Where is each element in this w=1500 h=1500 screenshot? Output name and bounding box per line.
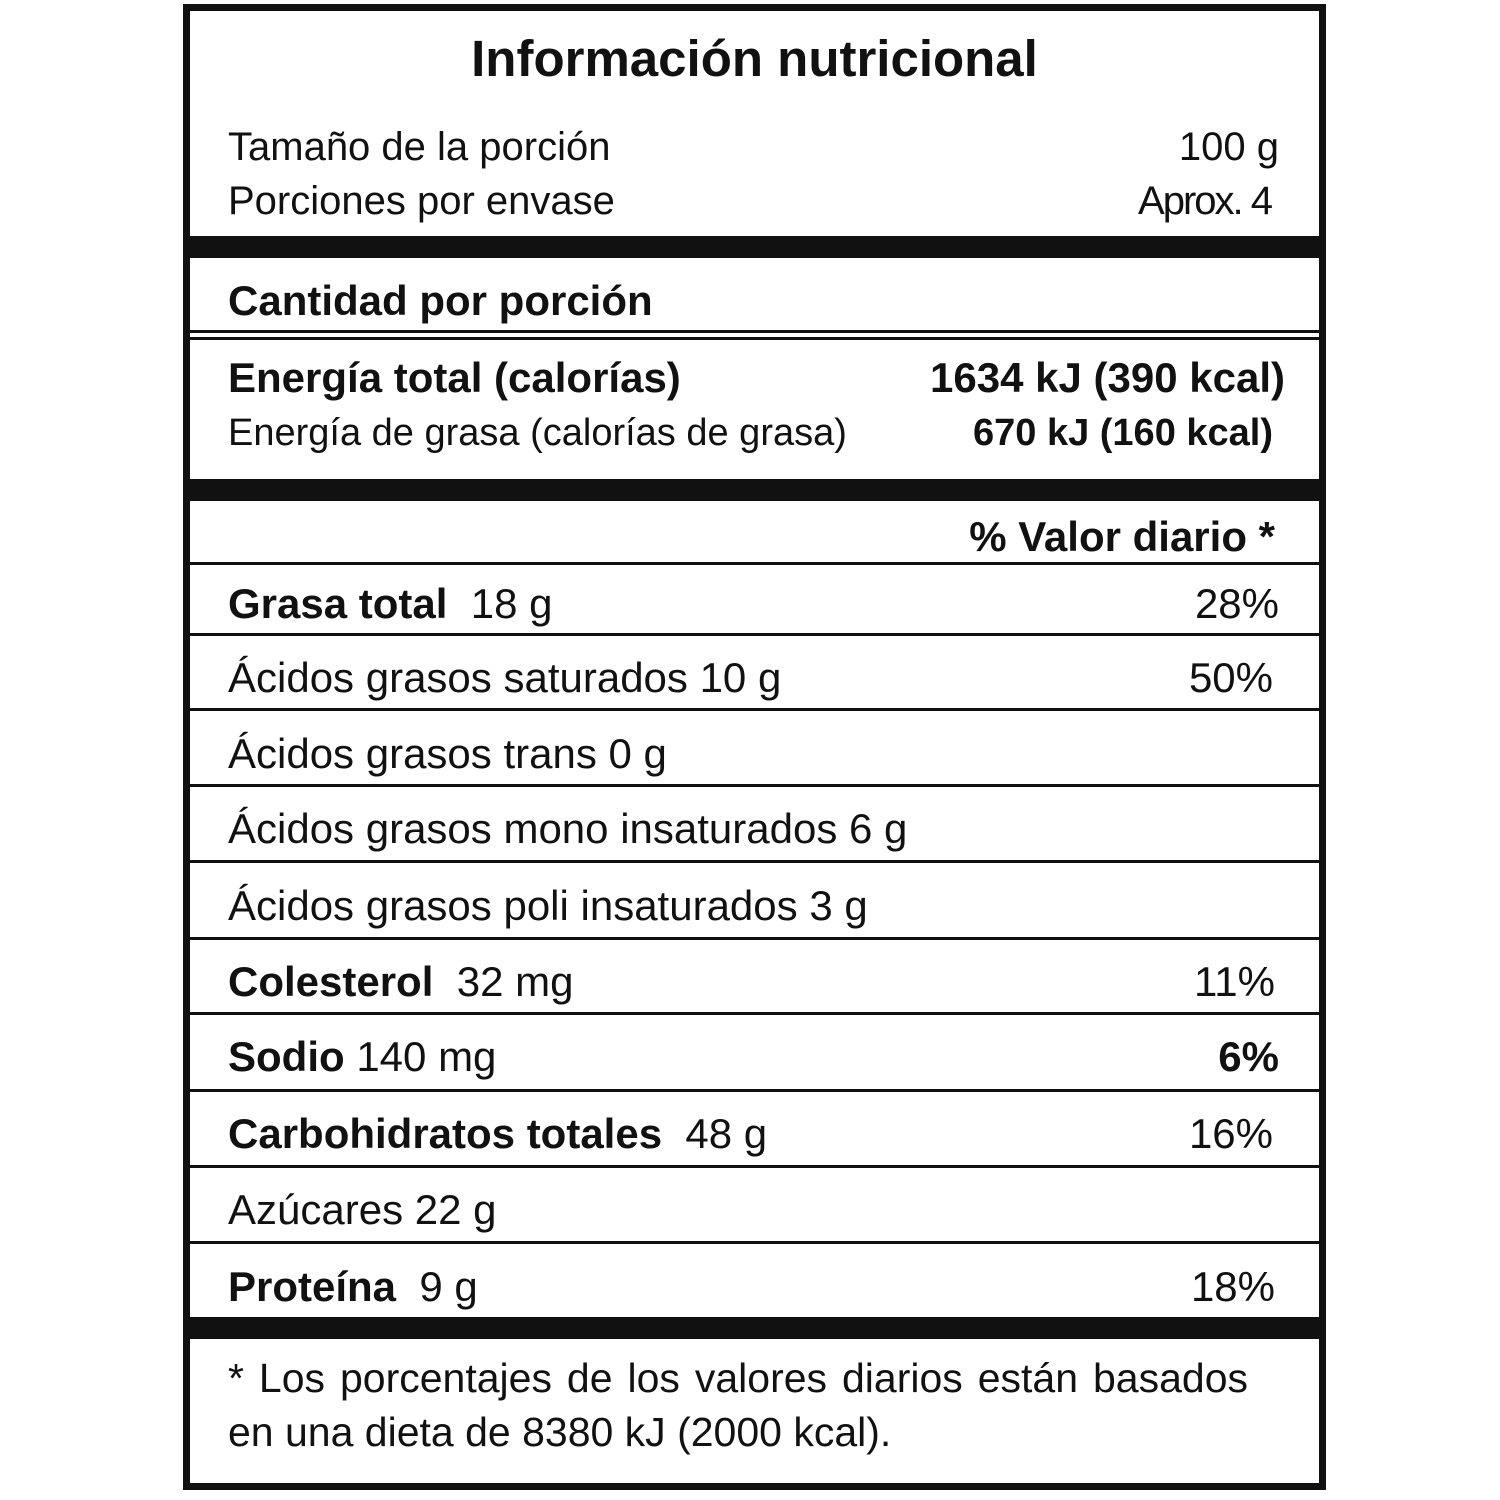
- nutrient-amount: 32 mg: [456, 958, 574, 1005]
- daily-value-header: % Valor diario *: [969, 513, 1275, 560]
- divider: [190, 562, 1319, 565]
- nutrient-row-polyunsaturated-fat: Ácidos grasos poli insaturados 3 g: [228, 882, 868, 929]
- energy-from-fat-value: 670 kJ (160 kcal): [972, 412, 1273, 454]
- nutrient-name: Carbohidratos totales: [228, 1110, 663, 1157]
- daily-value-percent: 50%: [1188, 654, 1273, 701]
- divider: [190, 784, 1319, 787]
- daily-value-percent: 11%: [1194, 958, 1275, 1005]
- divider: [190, 1165, 1319, 1168]
- thick-divider: [190, 236, 1319, 258]
- daily-value-percent: 6%: [1218, 1033, 1279, 1080]
- energy-total-label: Energía total (calorías): [228, 354, 681, 401]
- divider: [190, 708, 1319, 711]
- nutrient-amount: 18 g: [470, 580, 553, 627]
- nutrient-name: Colesterol: [228, 958, 434, 1005]
- divider: [190, 937, 1319, 940]
- nutrient-row-cholesterol: [228, 958, 573, 1006]
- divider: [190, 860, 1319, 863]
- nutrient-name: Grasa total: [228, 580, 448, 627]
- serving-size-label: Tamaño de la porción: [228, 125, 611, 169]
- daily-value-percent: 18%: [1190, 1263, 1275, 1310]
- nutrient-amount: 9 g: [419, 1263, 478, 1310]
- divider: [190, 1241, 1319, 1244]
- thick-divider: [190, 479, 1319, 501]
- daily-value-percent: 28%: [1194, 580, 1279, 627]
- daily-value-footnote: * Los porcentajes de los valores diarios están basados en una dieta de 8380 kJ (2000 kcal).: [228, 1355, 1248, 1455]
- servings-per-container-value: Aprox. 4: [1138, 179, 1271, 223]
- nutrient-amount: 48 g: [685, 1110, 768, 1157]
- daily-value-percent: 16%: [1188, 1110, 1273, 1157]
- nutrient-row-saturated-fat: Ácidos grasos saturados 10 g: [228, 654, 782, 701]
- nutrient-row-protein: [228, 1263, 478, 1311]
- divider: [190, 1012, 1319, 1015]
- nutrient-row-monounsaturated-fat: Ácidos grasos mono insaturados 6 g: [228, 805, 908, 852]
- nutrient-row-sodium: [228, 1033, 496, 1081]
- nutrient-name: Proteína: [228, 1263, 397, 1310]
- thick-divider: [190, 1317, 1319, 1339]
- nutrient-name: Sodio: [228, 1033, 345, 1080]
- nutrient-row-total-carbohydrate: [228, 1110, 767, 1158]
- nutrition-facts-label: [183, 4, 1326, 1490]
- nutrient-row-trans-fat: Ácidos grasos trans 0 g: [228, 730, 667, 777]
- divider: [190, 330, 1319, 333]
- energy-total-value: 1634 kJ (390 kcal): [930, 354, 1285, 401]
- servings-per-container-label: Porciones por envase: [228, 179, 615, 223]
- divider: [190, 1089, 1319, 1092]
- label-title: Información nutricional: [471, 30, 1038, 87]
- serving-size-value: 100 g: [1178, 125, 1279, 169]
- nutrient-row-sugars: Azúcares 22 g: [228, 1186, 497, 1233]
- amount-per-serving-heading: Cantidad por porción: [228, 277, 653, 324]
- nutrient-row-total-fat: [228, 580, 553, 628]
- energy-from-fat-label: Energía de grasa (calorías de grasa): [228, 412, 847, 454]
- divider: [190, 337, 1319, 340]
- nutrient-amount: 140 mg: [356, 1033, 497, 1080]
- divider: [190, 633, 1319, 636]
